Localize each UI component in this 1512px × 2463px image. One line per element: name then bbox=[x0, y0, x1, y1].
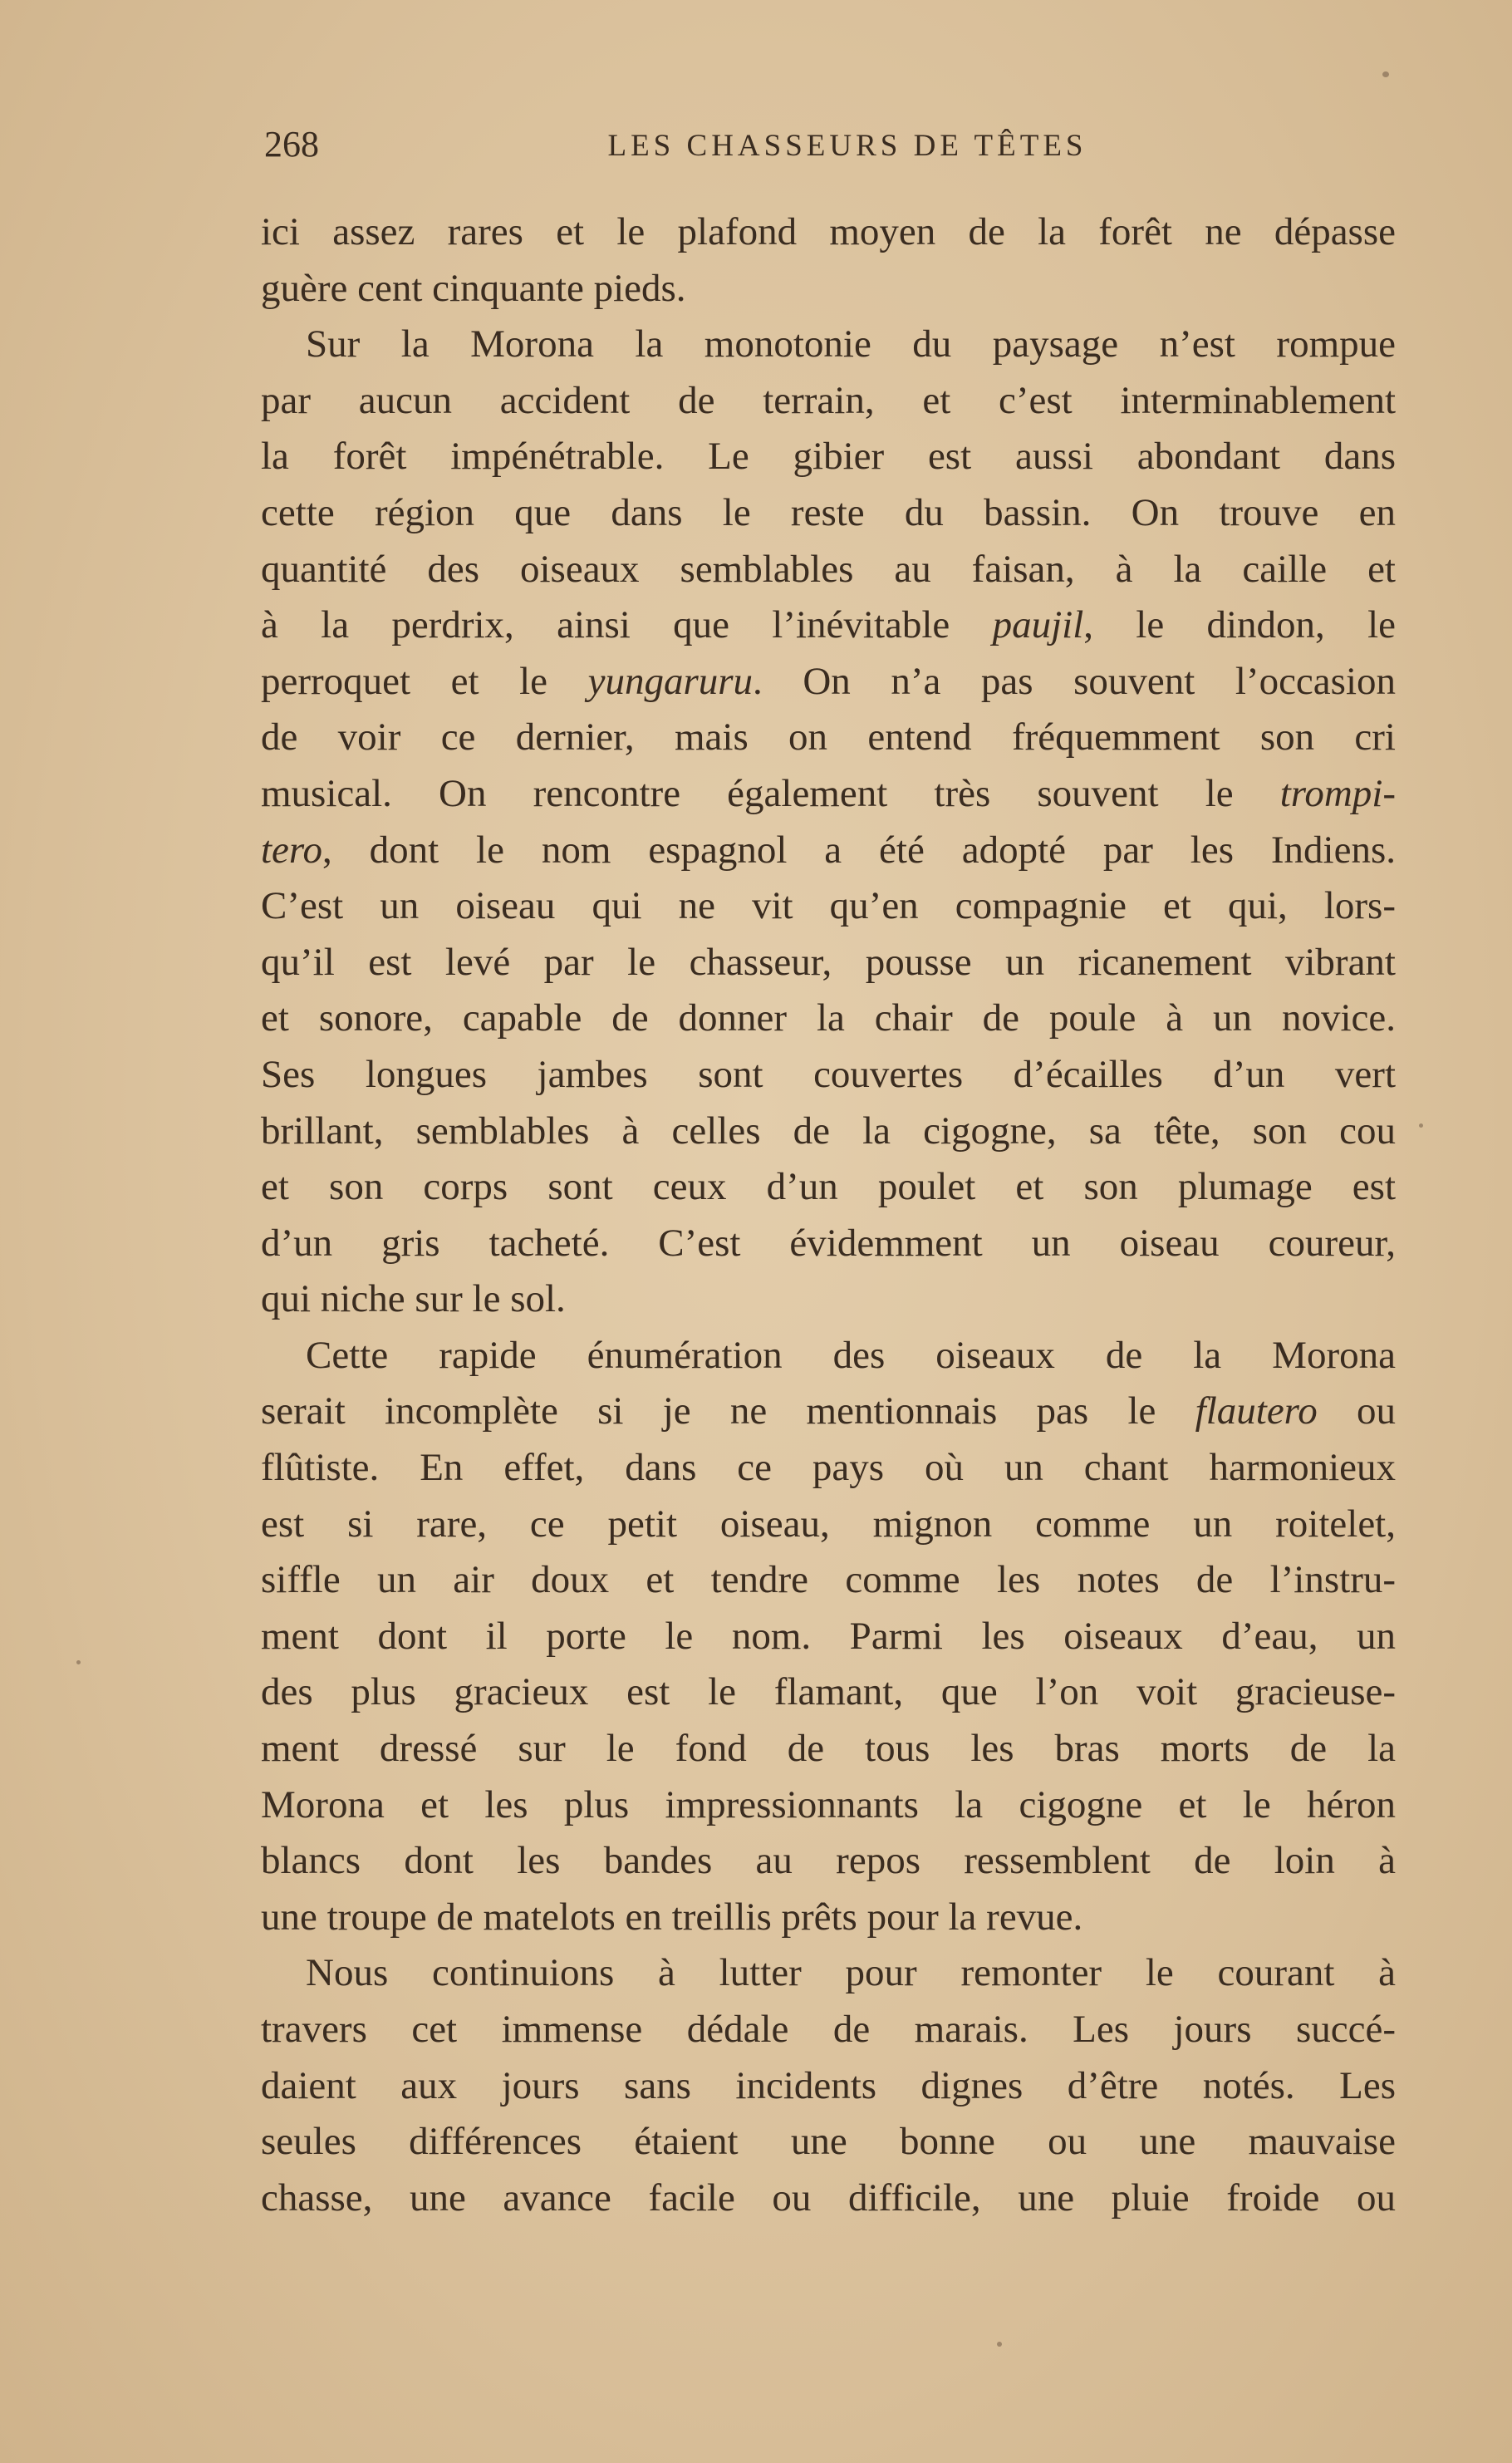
text-line: travers cet immense dédale de marais. Les jours succé- bbox=[261, 2008, 1396, 2051]
text-line: est si rare, ce petit oiseau, mignon comme un roitelet, bbox=[261, 1502, 1396, 1546]
text-line: siffle un air doux et tendre comme les notes de l’instru- bbox=[261, 1558, 1396, 1602]
paper-speck bbox=[1382, 71, 1389, 77]
text-line: blancs dont les bandes au repos ressemblent de loin à bbox=[261, 1839, 1396, 1883]
text-line: Morona et les plus impressionnants la cigogne et le héron bbox=[261, 1782, 1396, 1826]
italic-term: trompi- bbox=[1279, 771, 1397, 815]
running-title: LES CHASSEURS DE TÊTES bbox=[607, 129, 1087, 163]
paper-speck bbox=[997, 2342, 1002, 2347]
text-line: C’est un oiseau qui ne vit qu’en compagnie et qui, lors- bbox=[261, 884, 1396, 928]
text-line: musical. On rencontre également très souvent le trompi- bbox=[261, 771, 1397, 815]
text-line: ici assez rares et le plafond moyen de la forêt ne dépasse bbox=[261, 210, 1396, 253]
body-text bbox=[261, 204, 1396, 2226]
text-line: ment dont il porte le nom. Parmi les oiseaux d’eau, un bbox=[261, 1614, 1396, 1658]
text-line: quantité des oiseaux semblables au faisan, à la caille et bbox=[261, 547, 1396, 591]
italic-term: flautero bbox=[1195, 1389, 1318, 1433]
text-line: qui niche sur le sol. bbox=[261, 1277, 566, 1321]
text-line: qu’il est levé par le chasseur, pousse un ricanement vibrant bbox=[261, 940, 1396, 984]
text-line: serait incomplète si je ne mentionnais pas le flautero ou bbox=[261, 1389, 1396, 1433]
text-line: brillant, semblables à celles de la cigogne, sa tête, son cou bbox=[261, 1109, 1396, 1153]
italic-term: tero bbox=[261, 828, 322, 872]
text-line: d’un gris tacheté. C’est évidemment un oiseau coureur, bbox=[261, 1221, 1396, 1265]
text-line: seules différences étaient une bonne ou une mauvaise bbox=[261, 2120, 1396, 2164]
text-line: Sur la Morona la monotonie du paysage n’est rompue bbox=[306, 322, 1396, 366]
text-line: guère cent cinquante pieds. bbox=[261, 266, 686, 310]
text-line: de voir ce dernier, mais on entend fréquemment son cri bbox=[261, 715, 1396, 760]
text-line: des plus gracieux est le flamant, que l’on voit gracieuse- bbox=[261, 1670, 1396, 1714]
text-line: la forêt impénétrable. Le gibier est aussi abondant dans bbox=[261, 435, 1396, 479]
text-line: Nous continuions à lutter pour remonter le courant à bbox=[306, 1951, 1396, 1995]
page-header bbox=[264, 123, 1397, 173]
paper-speck bbox=[1419, 1123, 1423, 1128]
page-number: 268 bbox=[264, 124, 319, 165]
text-line: à la perdrix, ainsi que l’inévitable paujil, le dindon, le bbox=[261, 603, 1396, 647]
text-line: tero, dont le nom espagnol a été adopté par les Indiens. bbox=[261, 828, 1396, 872]
italic-term: paujil bbox=[992, 603, 1084, 647]
text-line: et son corps sont ceux d’un poulet et son plumage est bbox=[261, 1165, 1396, 1209]
text-line: cette région que dans le reste du bassin. On trouve en bbox=[261, 490, 1396, 534]
text-line: flûtiste. En effet, dans ce pays où un chant harmonieux bbox=[261, 1446, 1396, 1490]
paper-speck bbox=[76, 1660, 81, 1664]
italic-term: yungaruru bbox=[587, 659, 754, 703]
text-line: chasse, une avance facile ou difficile, une pluie froide ou bbox=[261, 2175, 1396, 2220]
text-line: Cette rapide énumération des oiseaux de la Morona bbox=[306, 1333, 1396, 1377]
text-line: ment dressé sur le fond de tous les bras morts de la bbox=[261, 1727, 1396, 1771]
text-line: daient aux jours sans incidents dignes d’être notés. Les bbox=[261, 2063, 1396, 2107]
text-line: par aucun accident de terrain, et c’est interminablement bbox=[261, 378, 1396, 422]
text-line: une troupe de matelots en treillis prêts pour la revue. bbox=[261, 1895, 1083, 1939]
text-line: perroquet et le yungaruru. On n’a pas souvent l’occasion bbox=[261, 659, 1397, 703]
text-line: et sonore, capable de donner la chair de poule à un novice. bbox=[261, 996, 1396, 1040]
text-line: Ses longues jambes sont couvertes d’écailles d’un vert bbox=[261, 1052, 1396, 1096]
